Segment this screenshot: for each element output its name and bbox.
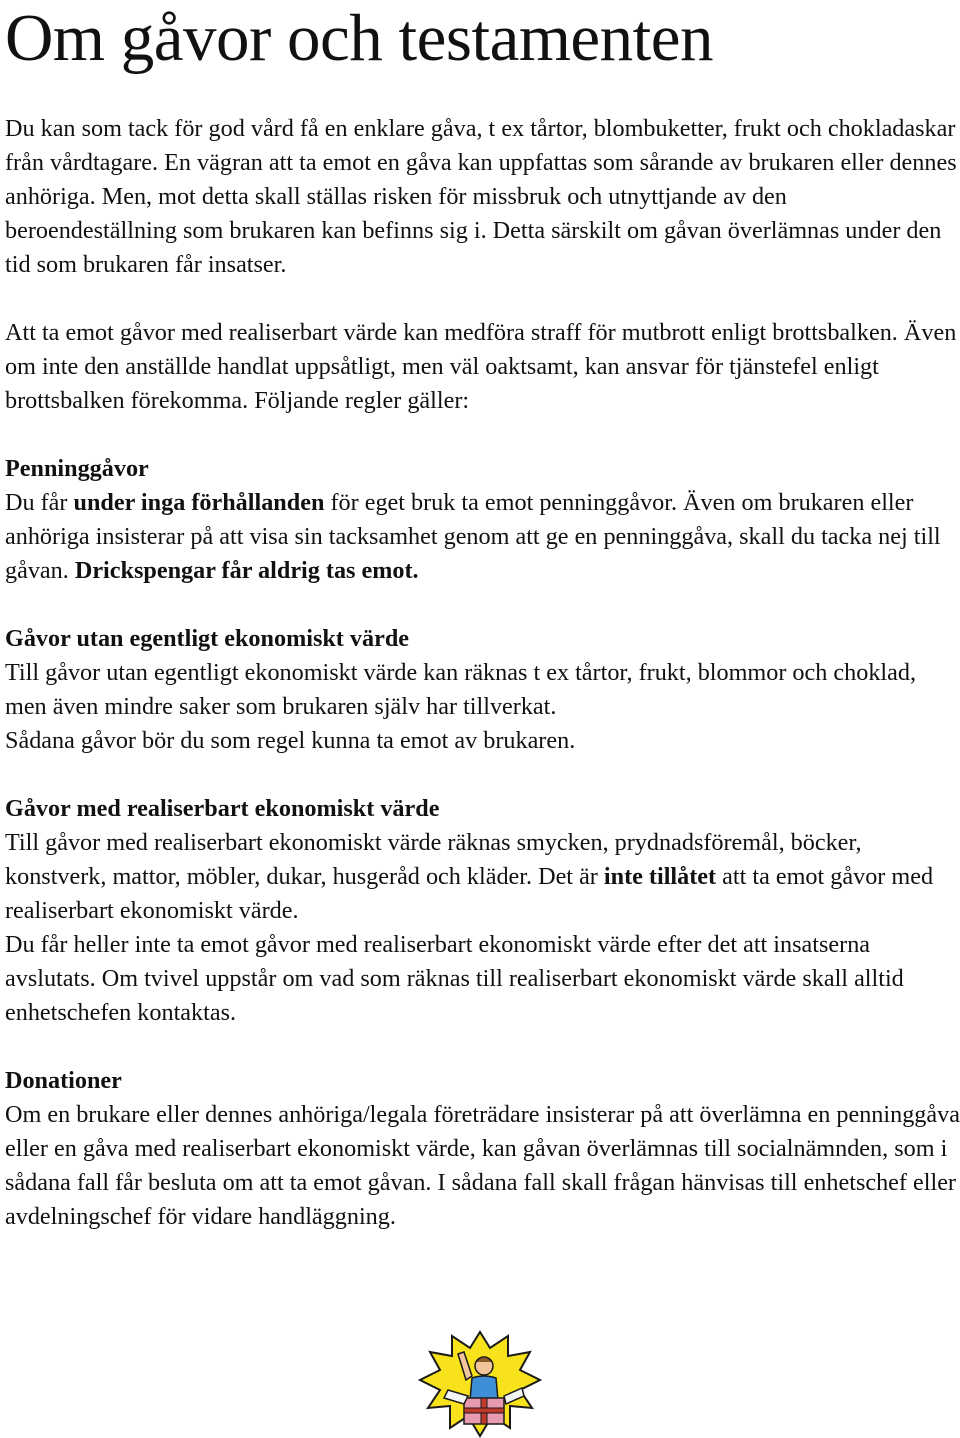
gift-celebration-icon — [418, 1330, 542, 1438]
section-heading: Gåvor med realiserbart ekonomiskt värde — [5, 795, 440, 822]
section-donationer — [5, 1064, 960, 1234]
section-text: att ta emot gåvor med realiserbart ekonomiskt värde. — [5, 863, 934, 924]
section-text: Sådana gåvor bör du som regel kunna ta emot av brukaren. — [5, 727, 576, 754]
section-penninggavor — [5, 452, 960, 588]
document-page — [5, 0, 960, 1234]
section-text: Om en brukare eller dennes anhöriga/legala företrädare insisterar på att överlämna en penninggåva eller en gåva med realiserbart ekonomiskt värde, kan gåvan överlämnas till socialnämnden, som i sådana fall får besluta om att ta emot gåvan. I sådana fall skall frågan hänvisas till enhetschef eller avdelningschef för vidare handläggning. — [5, 1101, 960, 1230]
intro-paragraph: Du kan som tack för god vård få en enklare gåva, t ex tårtor, blombuketter, frukt och chokladaskar från vårdtagare. En vägran att ta emot en gåva kan uppfattas som sårande av brukaren eller dennes anhöriga. Men, mot detta skall ställas risken för missbruk och utnyttjande av den beroendeställning som brukaren kan befinns sig i. Detta särskilt om gåvan överlämnas under den tid som brukaren får insatser. — [5, 115, 957, 278]
section-text: Till gåvor utan egentligt ekonomiskt värde kan räknas t ex tårtor, frukt, blommor och choklad, men även mindre saker som brukaren själv har tillverkat. — [5, 659, 917, 720]
emphasis-text: Drickspengar får aldrig tas emot. — [74, 557, 419, 584]
section-med-varde — [5, 792, 960, 1030]
emphasis-text: inte tillåtet — [603, 863, 717, 890]
page-title: Om gåvor och testamenten — [5, 1, 714, 75]
section-utan-varde — [5, 622, 960, 758]
section-text: för eget bruk ta emot penninggåvor. Även om brukaren eller anhöriga insisterar på att visa sin tacksamhet genom att ge en penninggåva, skall du tacka nej till gåvan. — [5, 489, 941, 584]
section-text: Du får heller inte ta emot gåvor med realiserbart ekonomiskt värde efter det att insatserna avslutats. Om tvivel uppstår om vad som räknas till realiserbart ekonomiskt värde skall alltid enhetschefen kontaktas. — [5, 931, 904, 1026]
section-text: Du får — [5, 489, 74, 516]
section-heading: Penninggåvor — [5, 455, 149, 482]
emphasis-text: under inga förhållanden — [73, 489, 325, 516]
section-text: Till gåvor med realiserbart ekonomiskt värde räknas smycken, prydnadsföremål, böcker, konstverk, mattor, möbler, dukar, husgeråd och kläder. Det är — [5, 829, 862, 890]
section-heading: Donationer — [5, 1067, 122, 1094]
mutbrott-paragraph: Att ta emot gåvor med realiserbart värde kan medföra straff för mutbrott enligt brottsbalken. Även om inte den anställde handlat uppsåtligt, men väl oaktsamt, kan ansvar för tjänstefel enligt brottsbalken förekomma. Följande regler gäller: — [5, 319, 957, 414]
section-heading: Gåvor utan egentligt ekonomiskt värde — [5, 625, 410, 652]
